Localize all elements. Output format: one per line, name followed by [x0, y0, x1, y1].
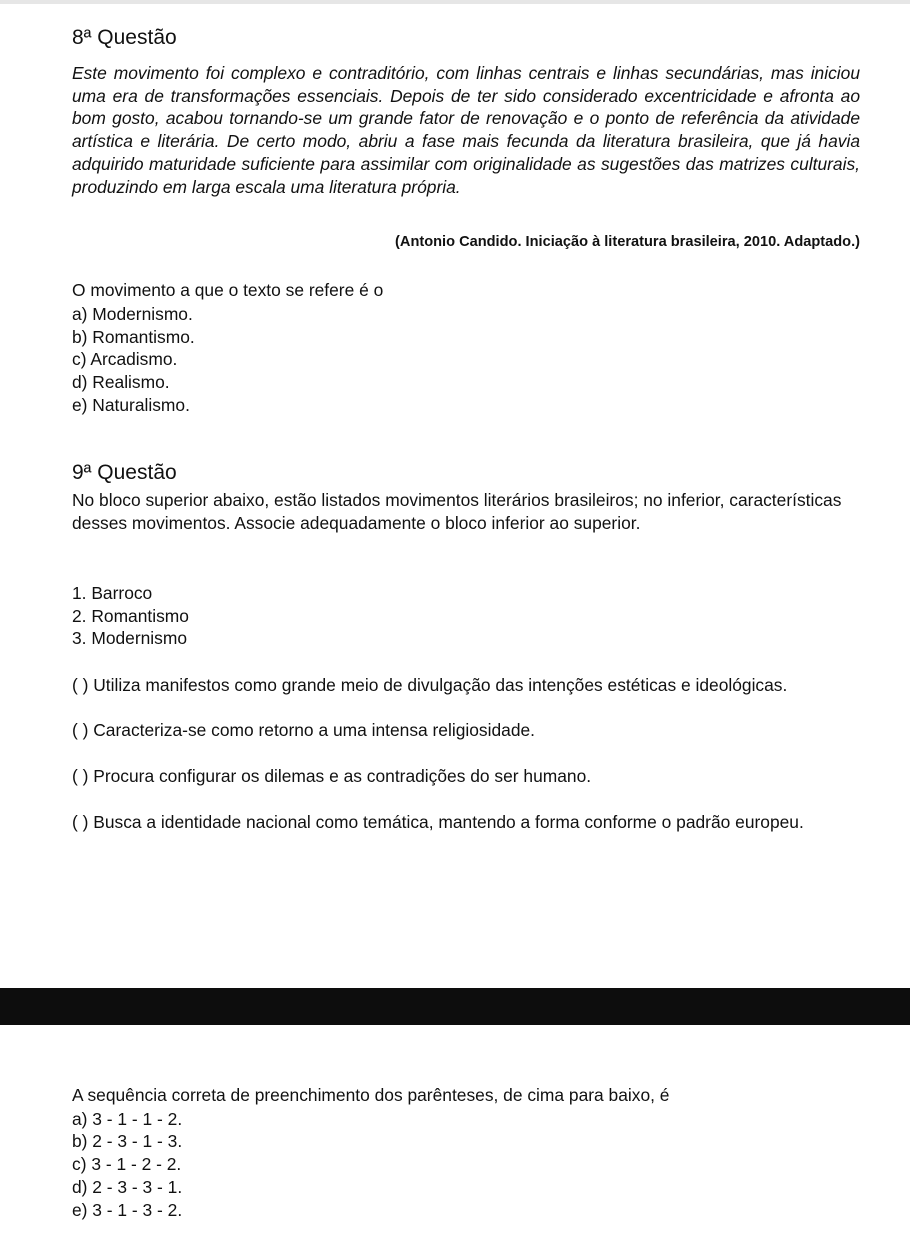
question-8-option-d: d) Realismo.	[72, 372, 170, 392]
characteristic-item-3: ( ) Procura configurar os dilemas e as contradições do ser humano.	[72, 766, 592, 786]
question-9-intro: No bloco superior abaixo, estão listados movimentos literários brasileiros; no inferior, características desses movimentos. Associe adequadamente o bloco inferior ao superior.	[72, 490, 842, 533]
question-9-option-d: d) 2 - 3 - 3 - 1.	[72, 1177, 183, 1197]
top-edge-strip	[0, 0, 910, 4]
question-8-option-e: e) Naturalismo.	[72, 395, 190, 415]
question-8-option-a: a) Modernismo.	[72, 304, 193, 324]
question-8-passage: Este movimento foi complexo e contraditório, com linhas centrais e linhas secundárias, mas iniciou uma era de transformações essenciais. Depois de ter sido considerado excentricidade e afronta ao bom gosto, acabou tornando-se um grande fator de renovação e o ponto de referência da atividade artística e literária. De certo modo, abriu a fase mais fecunda da literatura brasileira, que já havia adquirido maturidade suficiente para assimilar com originalidade as sugestões das matrizes culturais, produzindo em larga escala uma literatura própria.	[72, 63, 860, 197]
question-8-citation: (Antonio Candido. Iniciação à literatura brasileira, 2010. Adaptado.)	[395, 234, 860, 250]
characteristic-item-4: ( ) Busca a identidade nacional como temática, mantendo a forma conforme o padrão europeu.	[72, 812, 804, 832]
question-8-option-b: b) Romantismo.	[72, 327, 195, 347]
question-9-title: 9ª Questão	[72, 461, 177, 484]
question-9-option-b: b) 2 - 3 - 1 - 3.	[72, 1131, 183, 1151]
question-9-statement: A sequência correta de preenchimento dos parênteses, de cima para baixo, é	[72, 1085, 670, 1105]
question-8-option-c: c) Arcadismo.	[72, 349, 178, 369]
question-9-option-c: c) 3 - 1 - 2 - 2.	[72, 1154, 182, 1174]
question-9-option-a: a) 3 - 1 - 1 - 2.	[72, 1109, 183, 1129]
question-9-option-e: e) 3 - 1 - 3 - 2.	[72, 1200, 183, 1220]
question-8-statement: O movimento a que o texto se refere é o	[72, 280, 384, 300]
question-8-title: 8ª Questão	[72, 26, 177, 49]
black-redaction-bar	[0, 988, 910, 1025]
characteristic-item-2: ( ) Caracteriza-se como retorno a uma intensa religiosidade.	[72, 720, 535, 740]
movement-item-3: 3. Modernismo	[72, 628, 188, 648]
characteristic-item-1: ( ) Utiliza manifestos como grande meio de divulgação das intenções estéticas e ideológicas.	[72, 675, 788, 695]
movement-item-2: 2. Romantismo	[72, 606, 189, 626]
movement-item-1: 1. Barroco	[72, 583, 153, 603]
